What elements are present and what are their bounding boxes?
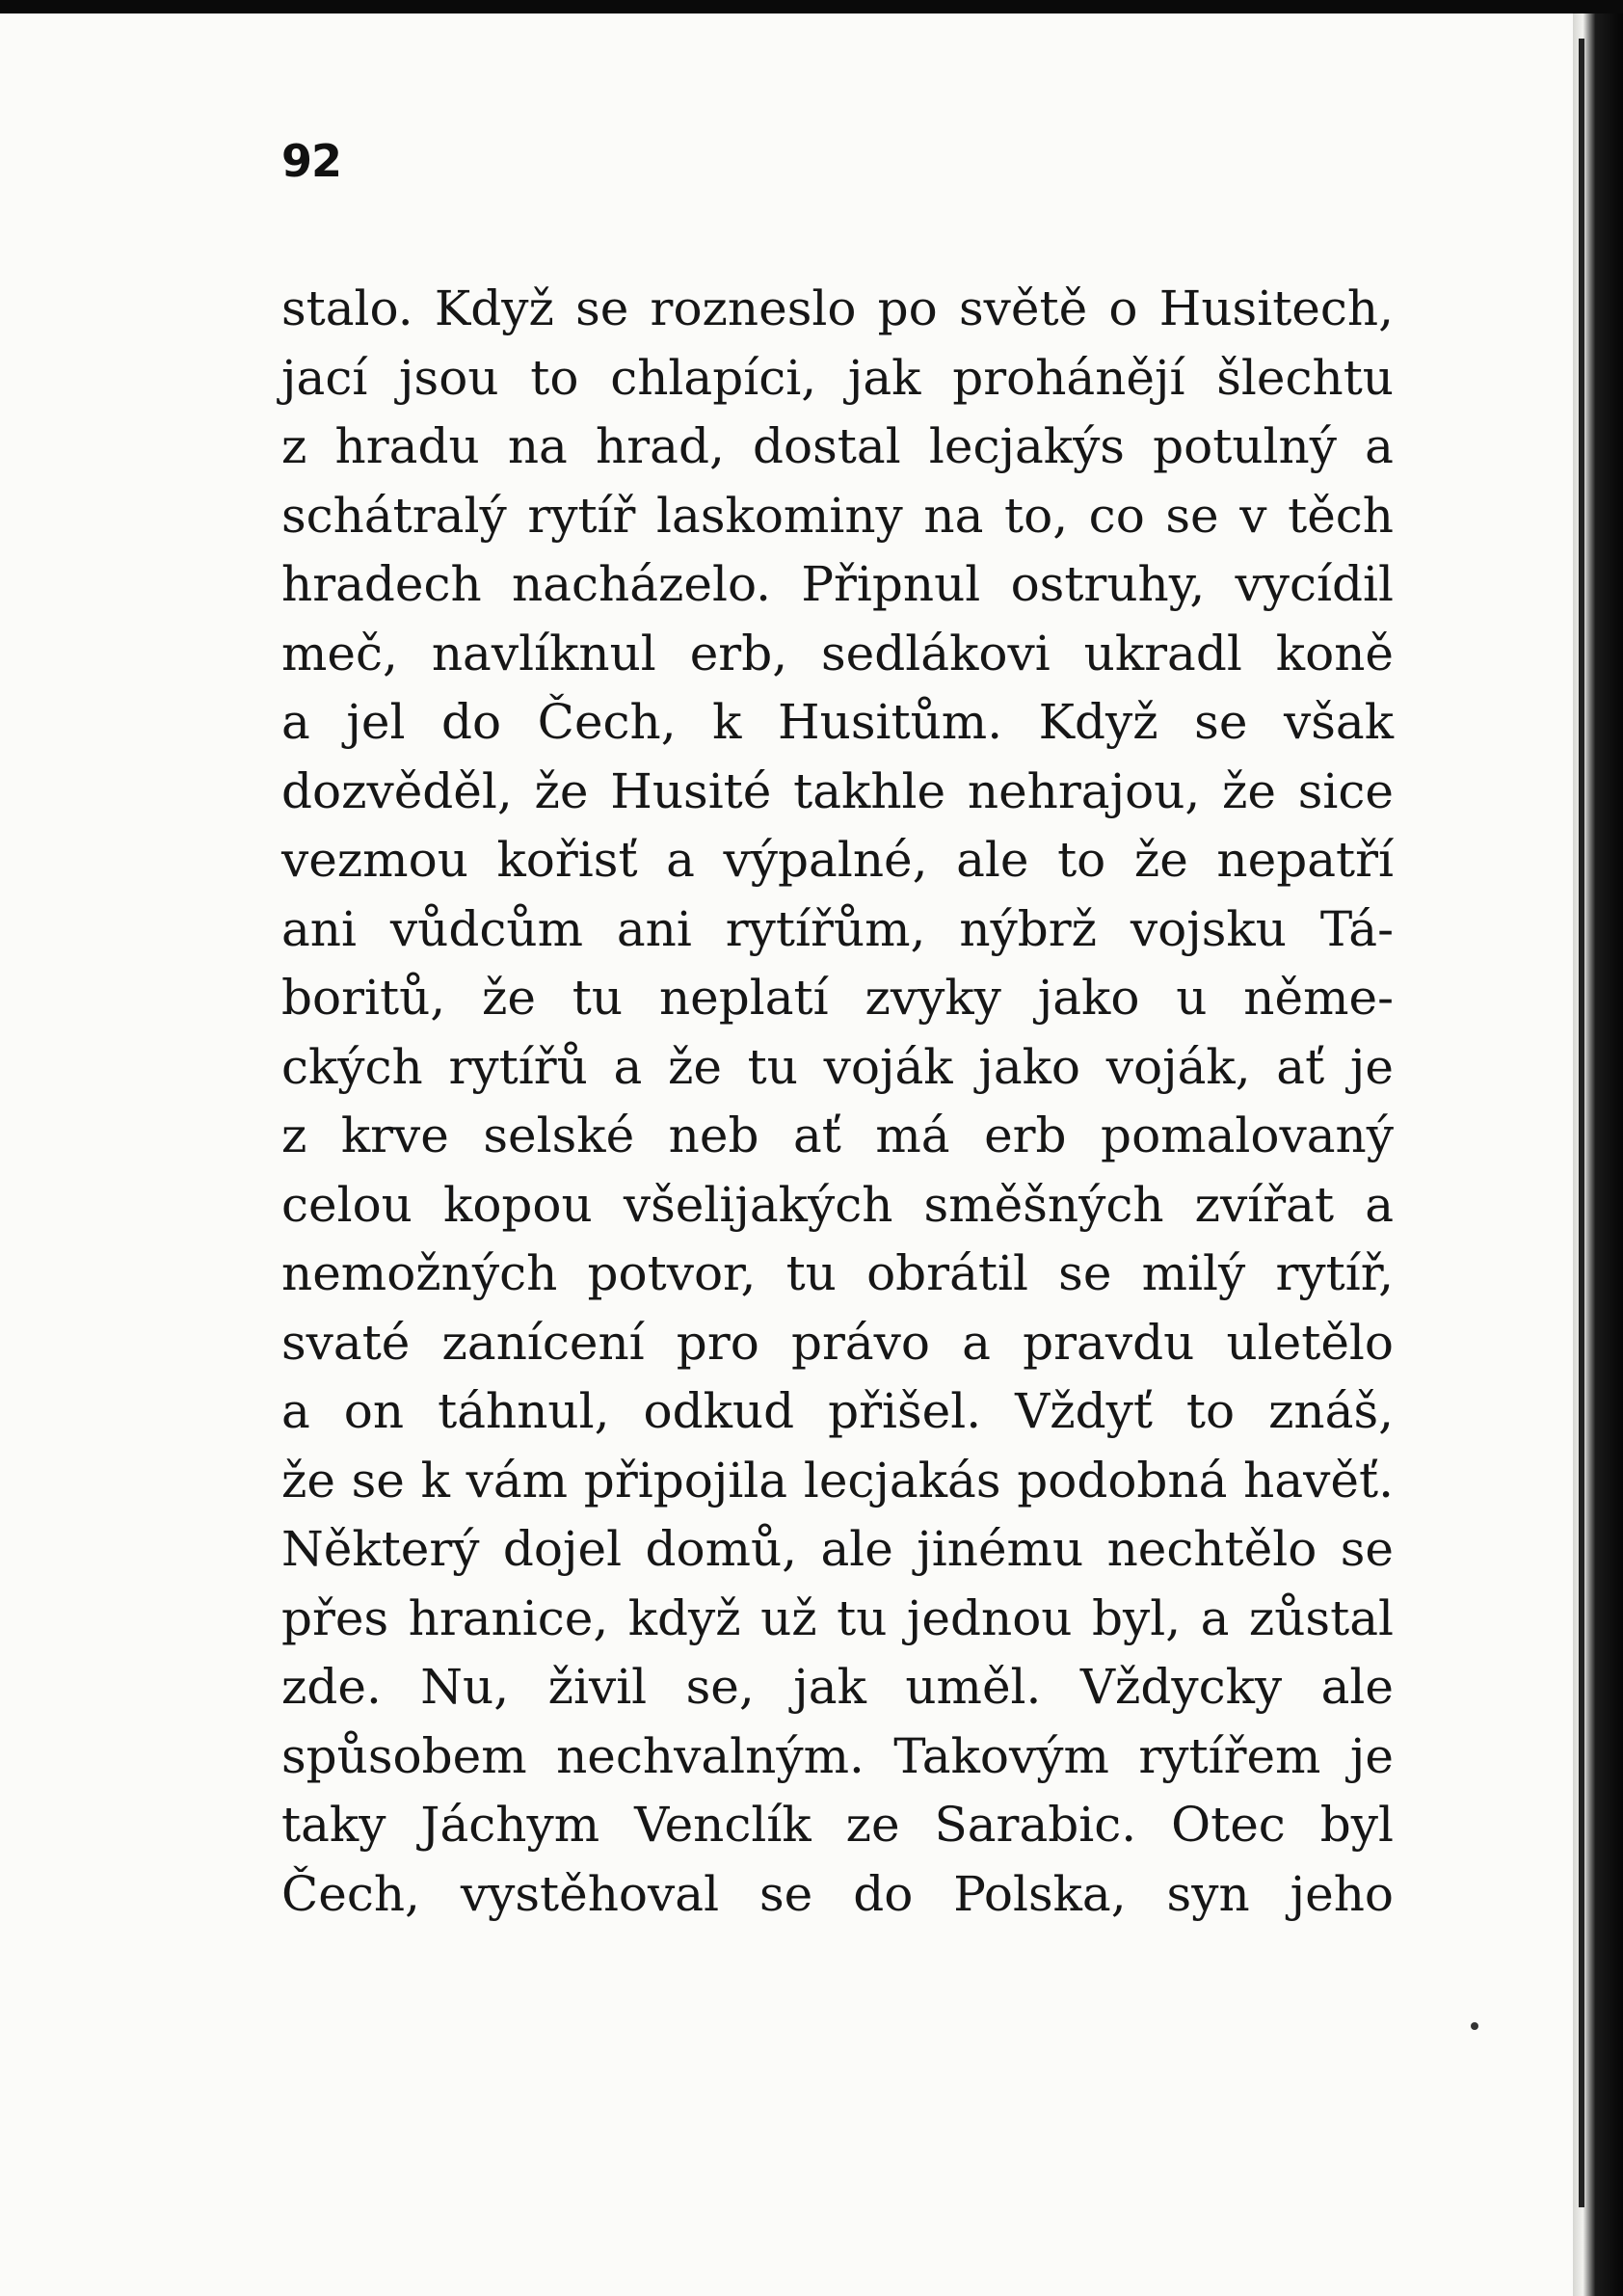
text-line: zde. Nu, živil se, jak uměl. Vždycky ale	[281, 1659, 1394, 1715]
body-text	[281, 275, 1394, 1929]
text-line: ckých rytířů a že tu voják jako voják, ať je	[281, 1038, 1394, 1095]
text-line: a jel do Čech, k Husitům. Když se však	[281, 694, 1394, 750]
text-line: svaté zanícení pro právo a pravdu uletělo	[281, 1314, 1394, 1371]
text-line: že se k vám připojila lecjakás podobná havěť.	[281, 1452, 1394, 1508]
text-line: nemožných potvor, tu obrátil se milý rytíř,	[281, 1245, 1394, 1301]
text-line: přes hranice, když už tu jednou byl, a zůstal	[281, 1589, 1394, 1646]
text-line: z hradu na hrad, dostal lecjakýs potulný a	[281, 418, 1394, 474]
text-line: Čech, vystěhoval se do Polska, syn jeho	[281, 1865, 1394, 1922]
text-line: vezmou kořisť a výpalné, ale to že nepatří	[281, 832, 1394, 888]
text-line: schátralý rytíř laskominy na to, co se v těch	[281, 487, 1394, 544]
text-line: jací jsou to chlapíci, jak prohánějí šlechtu	[281, 349, 1394, 406]
text-line: taky Jáchym Venclík ze Sarabic. Otec byl	[281, 1797, 1394, 1853]
text-line: boritů, že tu neplatí zvyky jako u něme-	[281, 970, 1394, 1026]
text-line: Některý dojel domů, ale jinému nechtělo se	[281, 1521, 1394, 1577]
text-line: stalo. Když se rozneslo po světě o Husitech,	[281, 280, 1394, 336]
text-line: ani vůdcům ani rytířům, nýbrž vojsku Tá-	[281, 900, 1394, 957]
binding-edge-line	[1579, 39, 1584, 2207]
text-line: celou kopou všelijakých směšných zvířat a	[281, 1176, 1394, 1233]
text-line: hradech nacházelo. Připnul ostruhy, vycídil	[281, 556, 1394, 612]
text-line: z krve selské neb ať má erb pomalovaný	[281, 1108, 1394, 1163]
text-line: a on táhnul, odkud přišel. Vždyť to znáš,	[281, 1383, 1394, 1439]
text-line: spůsobem nechvalným. Takovým rytířem je	[281, 1727, 1394, 1784]
text-line: dozvěděl, že Husité takhle nehrajou, že sice	[281, 762, 1394, 819]
text-line: meč, navlíknul erb, sedlákovi ukradl koně	[281, 625, 1394, 681]
page-number: 92	[281, 135, 342, 187]
scan-speck	[1471, 2022, 1478, 2030]
